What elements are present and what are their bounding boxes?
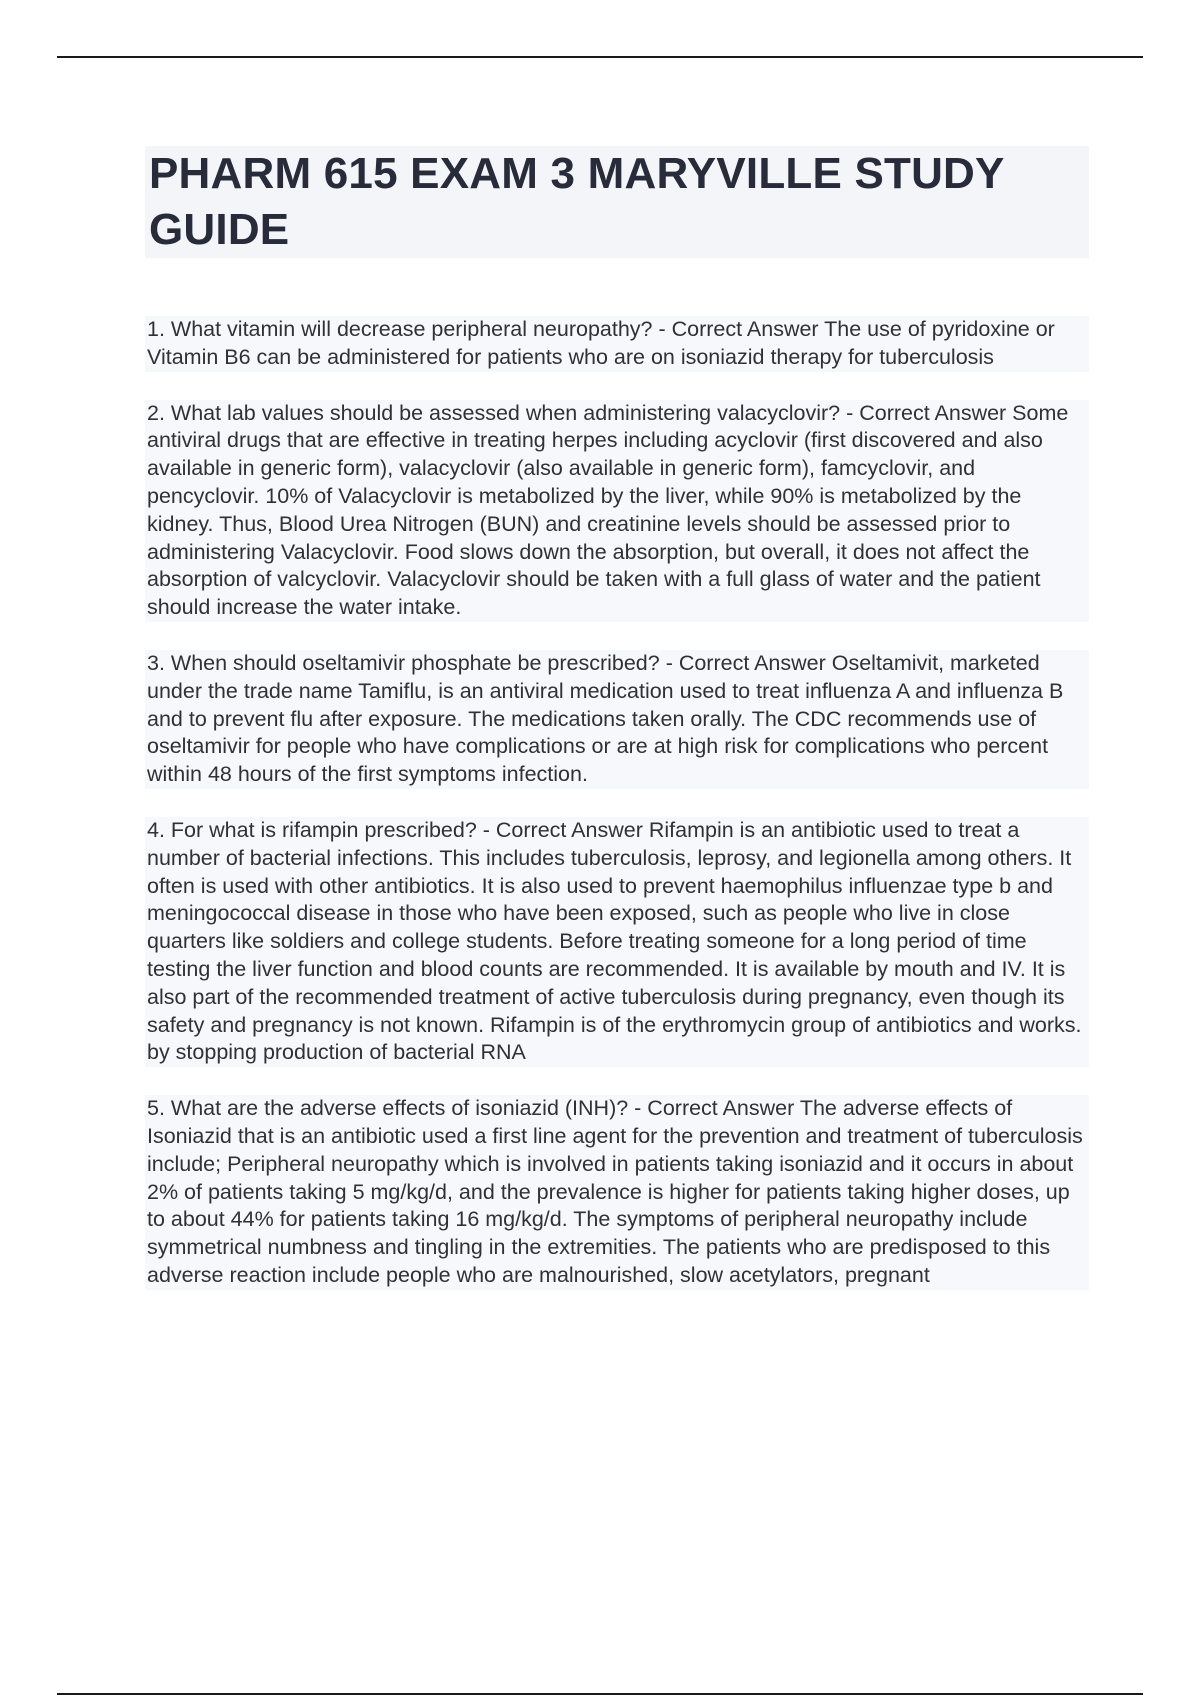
question-item-2: 2. What lab values should be assessed when administering valacyclovir? - Correct Answer Some antiviral drugs that are effective in treating herpes including acyclovir (first discovered and also available in generic form), valacyclovir (also available in generic form), famcyclovir, and pencyclovir. 10% of Valacyclovir is metabolized by the liver, while 90% is metabolized by the kidney. Thus, Blood Urea Nitrogen (BUN) and creatinine levels should be assessed prior to administering Valacyclovir. Food slows down the absorption, but overall, it does not affect the absorption of valcyclovir. Valacyclovir should be taken with a full glass of water and the patient should increase the water intake. [145, 400, 1089, 622]
page-title: PHARM 615 EXAM 3 MARYVILLE STUDY GUIDE [149, 149, 1004, 254]
question-item-4: 4. For what is rifampin prescribed? - Correct Answer Rifampin is an antibiotic used to treat a number of bacterial infections. This includes tuberculosis, leprosy, and legionella among others. It often is used with other antibiotics. It is also used to prevent haemophilus influenzae type b and meningococcal disease in those who have been exposed, such as people who live in close quarters like soldiers and college students. Before treating someone for a long period of time testing the liver function and blood counts are recommended. It is available by mouth and IV. It is also part of the recommended treatment of active tuberculosis during pregnancy, even though its safety and pregnancy is not known. Rifampin is of the erythromycin group of antibiotics and works. by stopping production of bacterial RNA [145, 817, 1089, 1067]
question-list [145, 316, 1089, 1290]
title-block [145, 146, 1089, 258]
top-rule [57, 56, 1143, 58]
question-item-3: 3. When should oseltamivir phosphate be prescribed? - Correct Answer Oseltamivit, marketed under the trade name Tamiflu, is an antiviral medication used to treat influenza A and influenza B and to prevent flu after exposure. The medications taken orally. The CDC recommends use of oseltamivir for people who have complications or are at high risk for complications who percent within 48 hours of the first symptoms infection. [145, 650, 1089, 789]
page-content [145, 146, 1089, 1318]
question-item-1: 1. What vitamin will decrease peripheral neuropathy? - Correct Answer The use of pyridoxine or Vitamin B6 can be administered for patients who are on isoniazid therapy for tuberculosis [145, 316, 1089, 372]
bottom-rule [57, 1693, 1143, 1695]
question-item-5: 5. What are the adverse effects of isoniazid (INH)? - Correct Answer The adverse effects of Isoniazid that is an antibiotic used a first line agent for the prevention and treatment of tuberculosis include; Peripheral neuropathy which is involved in patients taking isoniazid and it occurs in about 2% of patients taking 5 mg/kg/d, and the prevalence is higher for patients taking higher doses, up to about 44% for patients taking 16 mg/kg/d. The symptoms of peripheral neuropathy include symmetrical numbness and tingling in the extremities. The patients who are predisposed to this adverse reaction include people who are malnourished, slow acetylators, pregnant [145, 1095, 1089, 1290]
